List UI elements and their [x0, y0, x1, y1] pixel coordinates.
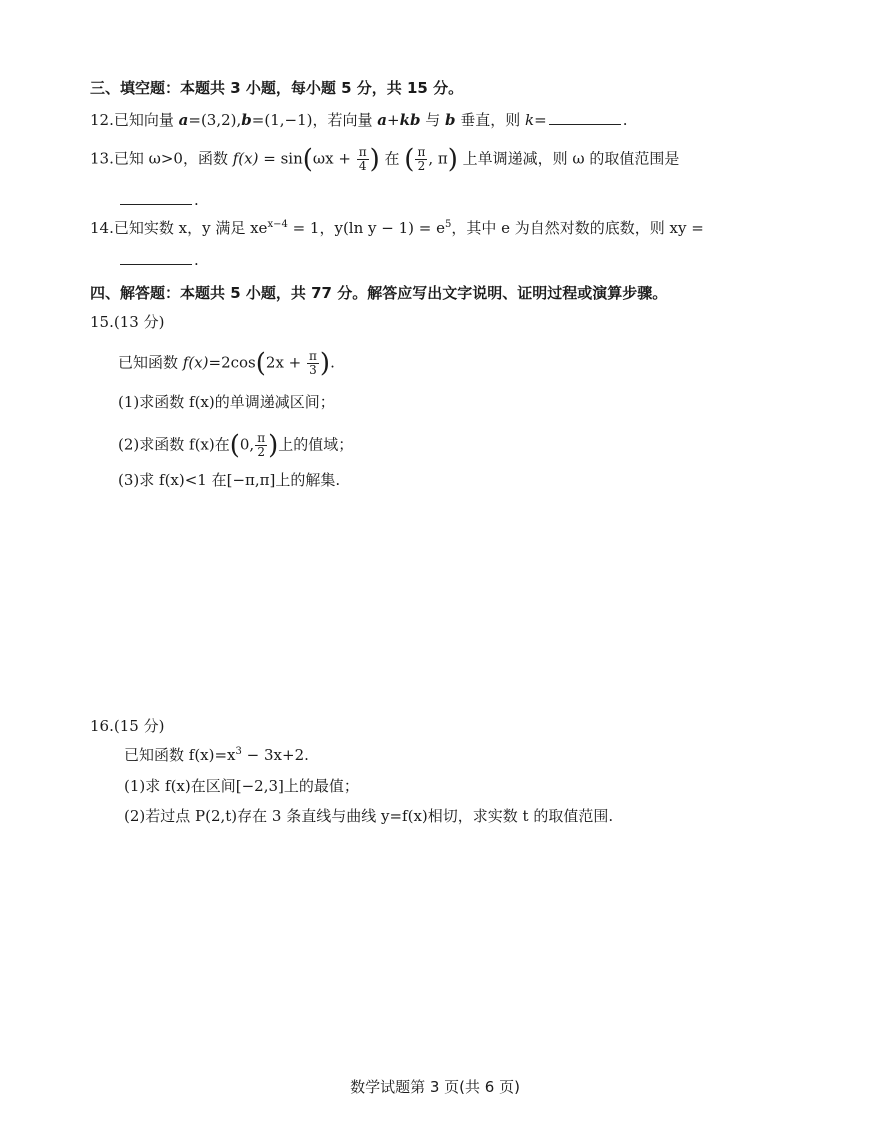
question-14-blank-line — [118, 250, 199, 270]
fraction-numerator: π — [358, 145, 367, 159]
q14-text: = 1，y(ln y − 1) = e — [287, 219, 445, 237]
q12-vector-b: b — [241, 111, 252, 129]
q13-text: = sin — [258, 149, 303, 168]
fraction-denominator: 2 — [257, 445, 265, 459]
left-paren: ( — [229, 430, 240, 461]
left-paren: ( — [255, 348, 266, 379]
q13-number: 13. — [90, 149, 114, 168]
fill-blank-section-header: 三、填空题：本题共 3 小题，每小题 5 分，共 15 分。 — [90, 79, 464, 97]
q13-text: 上单调递减，则 ω 的取值范围是 — [457, 149, 680, 168]
q16-score: (15 分) — [113, 717, 165, 735]
fraction-denominator: 4 — [358, 159, 367, 173]
q12-text: =(3,2), — [188, 111, 242, 129]
q12-vector-b: b — [445, 111, 456, 129]
q12-text: 已知向量 — [113, 111, 179, 129]
q12-text: . — [622, 111, 628, 129]
fraction-denominator: 2 — [417, 159, 426, 173]
q15-text: 0, — [239, 435, 255, 454]
fraction-numerator: π — [257, 431, 266, 445]
question-12 — [90, 110, 628, 130]
right-paren: ) — [268, 430, 279, 461]
q13-text: , π — [428, 149, 448, 168]
page-footer: 数学试题第 3 页(共 6 页) — [350, 1078, 520, 1096]
q16-text: − 3x+2. — [241, 746, 309, 764]
solve-section-header: 四、解答题：本题共 5 小题，共 77 分。解答应写出文字说明、证明过程或演算步骤。 — [90, 284, 668, 302]
q16-exponent: 3 — [235, 746, 242, 757]
q12-text: 与 — [420, 111, 445, 129]
q14-number: 14. — [90, 219, 114, 237]
question-15-part-3: (3)求 f(x)<1 在[−π,π]上的解集. — [118, 471, 341, 489]
q12-vector-a: a — [178, 111, 189, 129]
q15-text: =2cos — [208, 353, 256, 372]
left-paren: ( — [302, 144, 313, 175]
question-13 — [90, 146, 679, 173]
q12-text: 垂直，则 — [455, 111, 526, 129]
q15-text: 已知函数 — [118, 353, 183, 372]
q13-fraction-pi-4 — [357, 146, 369, 173]
fraction-numerator: π — [417, 145, 426, 159]
q14-text: . — [194, 251, 199, 269]
q13-text: 在 — [379, 149, 405, 168]
q15-number: 15. — [90, 313, 114, 331]
q15-fraction-pi-2 — [255, 432, 267, 459]
q13-answer-blank[interactable] — [120, 190, 192, 205]
q15-text: 上的值域； — [278, 435, 354, 454]
question-16-part-2: (2)若过点 P(2,t)存在 3 条直线与曲线 y=f(x)相切，求实数 t 的取值范围. — [124, 807, 614, 825]
q15-score: (13 分) — [113, 313, 165, 331]
q14-text: ，其中 e 为自然对数的底数，则 xy = — [451, 219, 704, 237]
question-16-title — [90, 716, 164, 736]
question-15-given — [118, 350, 335, 377]
q12-vector-kb: kb — [399, 111, 421, 129]
q12-number: 12. — [90, 111, 114, 129]
q12-k: k — [525, 111, 535, 129]
q15-text: (2)求函数 f(x)在 — [118, 435, 230, 454]
q15-fraction-pi-3 — [307, 350, 319, 377]
left-paren: ( — [404, 144, 415, 175]
question-16-given — [124, 745, 309, 765]
q12-text: + — [386, 111, 400, 129]
q13-text: ωx + — [312, 149, 356, 168]
q14-text: 已知实数 x，y 满足 xe — [113, 219, 268, 237]
question-15-part-2 — [118, 432, 353, 459]
question-15-title — [90, 312, 164, 332]
q13-text: 已知 ω>0，函数 — [113, 149, 233, 168]
q14-exponent: 5 — [444, 219, 452, 230]
q12-answer-blank[interactable] — [549, 110, 621, 125]
fraction-numerator: π — [309, 349, 317, 363]
q12-vector-a: a — [377, 111, 387, 129]
q13-text: . — [194, 191, 199, 209]
question-13-blank-line — [118, 190, 199, 210]
question-15-part-1: (1)求函数 f(x)的单调递减区间； — [118, 393, 335, 411]
right-paren: ) — [319, 348, 331, 379]
q13-function: f(x) — [232, 149, 259, 168]
q14-exponent: x−4 — [267, 219, 288, 230]
q13-fraction-pi-2 — [415, 146, 427, 173]
right-paren: ) — [369, 144, 380, 175]
q12-text: =(1,−1)，若向量 — [251, 111, 378, 129]
q12-text: = — [534, 111, 547, 129]
question-14 — [90, 218, 704, 238]
q16-text: 已知函数 f(x)=x — [124, 746, 236, 764]
q14-answer-blank[interactable] — [120, 250, 192, 265]
right-paren: ) — [447, 144, 458, 175]
q15-text: . — [330, 353, 335, 372]
question-16-part-1: (1)求 f(x)在区间[−2,3]上的最值； — [124, 777, 359, 795]
q16-number: 16. — [90, 717, 114, 735]
q15-text: 2x + — [265, 353, 307, 372]
fraction-denominator: 3 — [309, 363, 317, 377]
q15-function: f(x) — [182, 353, 209, 372]
